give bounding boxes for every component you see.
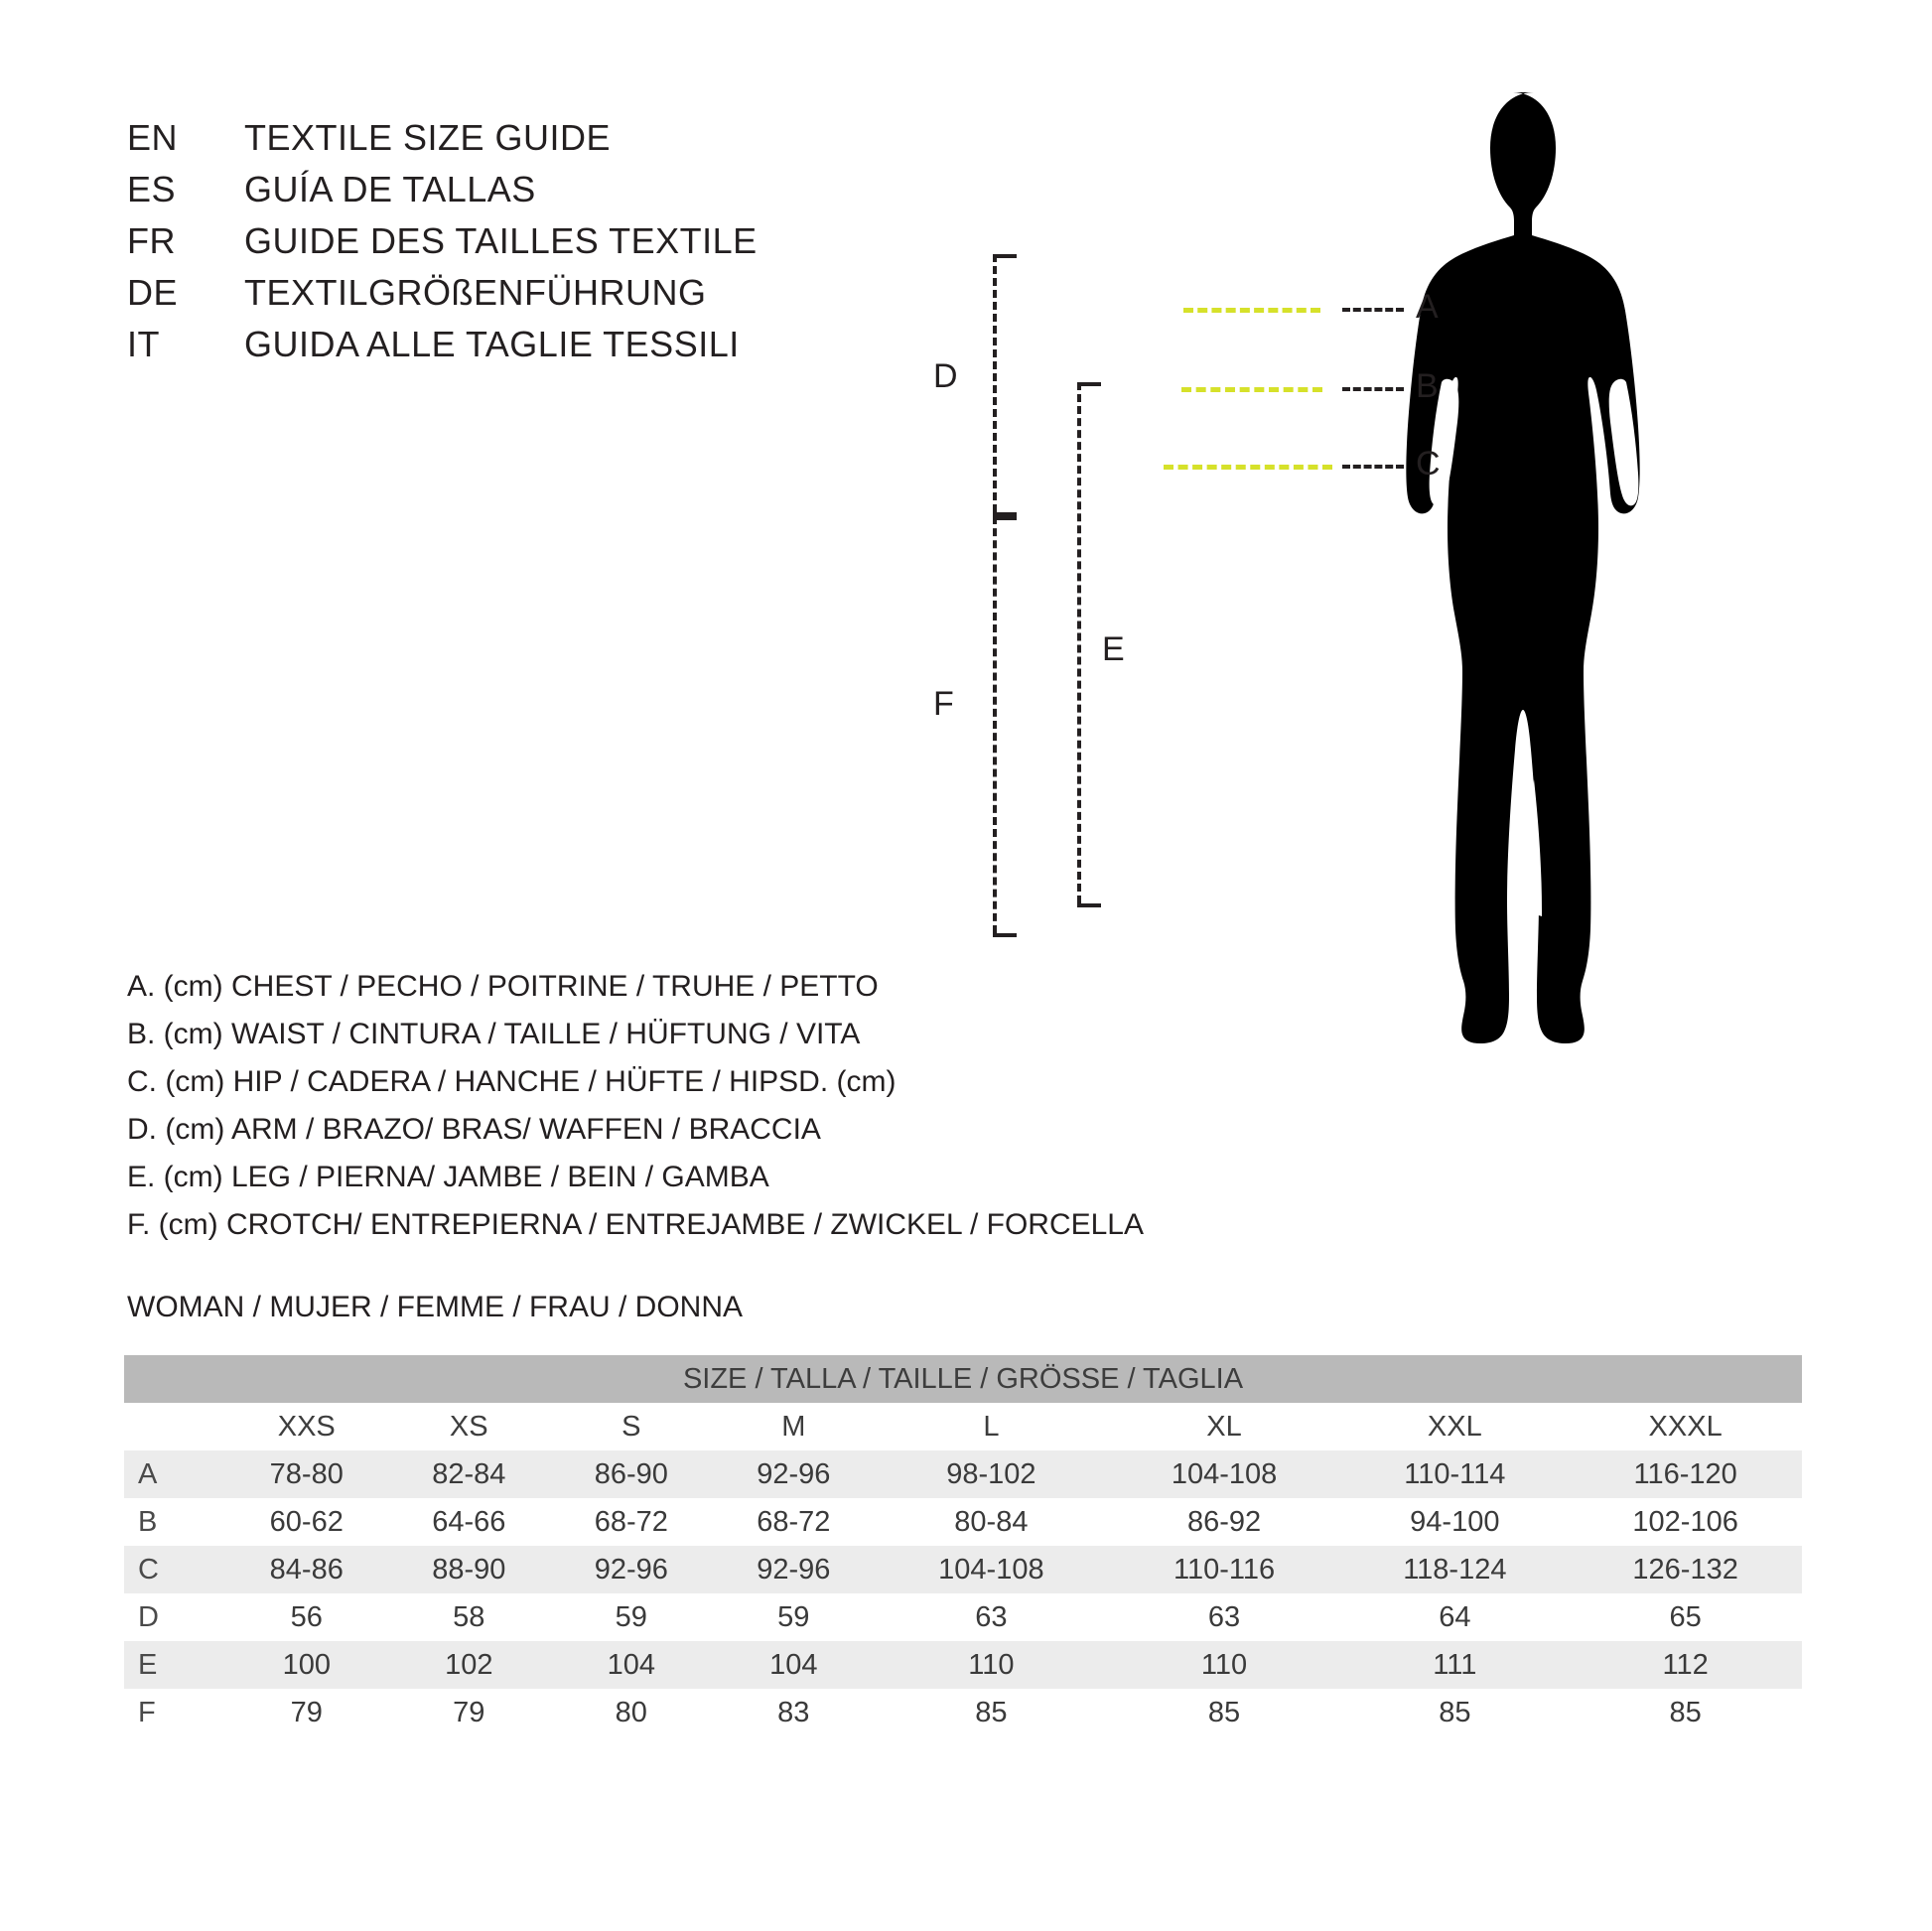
row-label-E: E bbox=[124, 1641, 225, 1689]
cell-A-xs: 82-84 bbox=[388, 1450, 551, 1498]
cell-A-l: 98-102 bbox=[875, 1450, 1108, 1498]
title-row bbox=[127, 117, 921, 169]
size-table bbox=[124, 1355, 1802, 1736]
cell-D-m: 59 bbox=[713, 1593, 876, 1641]
legend-item-E: E. (cm) LEG / PIERNA/ JAMBE / BEIN / GAMBA bbox=[127, 1161, 769, 1193]
table-row bbox=[124, 1498, 1802, 1546]
cell-C-xl: 110-116 bbox=[1108, 1546, 1341, 1593]
column-header-m: M bbox=[713, 1403, 876, 1450]
cell-B-xs: 64-66 bbox=[388, 1498, 551, 1546]
row-label-D: D bbox=[124, 1593, 225, 1641]
cell-E-m: 104 bbox=[713, 1641, 876, 1689]
title-text: GUÍA DE TALLAS bbox=[244, 169, 536, 209]
cell-F-m: 83 bbox=[713, 1689, 876, 1736]
cell-E-xl: 110 bbox=[1108, 1641, 1341, 1689]
column-header-xxl: XXL bbox=[1340, 1403, 1569, 1450]
title-lang-code: ES bbox=[127, 169, 177, 209]
title-text: TEXTILGRÖßENFÜHRUNG bbox=[244, 272, 707, 313]
cell-F-xl: 85 bbox=[1108, 1689, 1341, 1736]
cell-B-s: 68-72 bbox=[550, 1498, 713, 1546]
cell-F-xs: 79 bbox=[388, 1689, 551, 1736]
cell-D-l: 63 bbox=[875, 1593, 1108, 1641]
leg-bracket-line bbox=[1077, 382, 1081, 903]
table-row bbox=[124, 1546, 1802, 1593]
table-row bbox=[124, 1593, 1802, 1641]
measurement-diagram bbox=[933, 60, 1896, 1271]
marker-label-A: A bbox=[1416, 288, 1439, 326]
table-row bbox=[124, 1641, 1802, 1689]
marker-label-F: F bbox=[933, 685, 954, 723]
cell-E-xs: 102 bbox=[388, 1641, 551, 1689]
cell-B-xxl: 94-100 bbox=[1340, 1498, 1569, 1546]
column-header-s: S bbox=[550, 1403, 713, 1450]
column-header-xxxl: XXXL bbox=[1569, 1403, 1802, 1450]
hip-leader-line bbox=[1342, 465, 1404, 469]
cell-E-s: 104 bbox=[550, 1641, 713, 1689]
waist-measure-line bbox=[1181, 387, 1322, 392]
table-header-title: SIZE / TALLA / TAILLE / GRÖSSE / TAGLIA bbox=[124, 1355, 1802, 1403]
arm-bracket-top-tick bbox=[993, 254, 1017, 258]
title-row bbox=[127, 272, 921, 324]
cell-A-xxxl: 116-120 bbox=[1569, 1450, 1802, 1498]
cell-C-xxs: 84-86 bbox=[225, 1546, 388, 1593]
cell-D-s: 59 bbox=[550, 1593, 713, 1641]
title-row bbox=[127, 169, 921, 220]
row-label-B: B bbox=[124, 1498, 225, 1546]
cell-E-l: 110 bbox=[875, 1641, 1108, 1689]
title-lang-code: DE bbox=[127, 272, 179, 313]
legend-item-D: D. (cm) ARM / BRAZO/ BRAS/ WAFFEN / BRACCIA bbox=[127, 1113, 821, 1146]
cell-B-xl: 86-92 bbox=[1108, 1498, 1341, 1546]
cell-D-xs: 58 bbox=[388, 1593, 551, 1641]
cell-F-xxs: 79 bbox=[225, 1689, 388, 1736]
title-lang-code: IT bbox=[127, 324, 160, 364]
title-text: GUIDE DES TAILLES TEXTILE bbox=[244, 220, 758, 261]
column-header-xl: XL bbox=[1108, 1403, 1341, 1450]
cell-D-xxxl: 65 bbox=[1569, 1593, 1802, 1641]
cell-E-xxxl: 112 bbox=[1569, 1641, 1802, 1689]
hip-measure-line bbox=[1164, 465, 1332, 470]
marker-label-C: C bbox=[1416, 445, 1441, 483]
chest-measure-line bbox=[1183, 308, 1320, 313]
column-header-l: L bbox=[875, 1403, 1108, 1450]
waist-leader-line bbox=[1342, 387, 1404, 391]
cell-E-xxs: 100 bbox=[225, 1641, 388, 1689]
row-label-F: F bbox=[124, 1689, 225, 1736]
cell-A-m: 92-96 bbox=[713, 1450, 876, 1498]
arm-bracket-line bbox=[993, 254, 997, 512]
column-header-xs: XS bbox=[388, 1403, 551, 1450]
cell-A-s: 86-90 bbox=[550, 1450, 713, 1498]
cell-F-xxl: 85 bbox=[1340, 1689, 1569, 1736]
cell-D-xxl: 64 bbox=[1340, 1593, 1569, 1641]
cell-C-m: 92-96 bbox=[713, 1546, 876, 1593]
gender-heading: WOMAN / MUJER / FEMME / FRAU / DONNA bbox=[127, 1291, 743, 1323]
title-lang-code: FR bbox=[127, 220, 176, 261]
title-text: TEXTILE SIZE GUIDE bbox=[244, 117, 612, 158]
cell-F-s: 80 bbox=[550, 1689, 713, 1736]
marker-label-B: B bbox=[1416, 367, 1439, 405]
marker-label-E: E bbox=[1102, 630, 1125, 668]
legend-block bbox=[127, 963, 1219, 1249]
chest-leader-line bbox=[1342, 308, 1404, 312]
legend-item-F: F. (cm) CROTCH/ ENTREPIERNA / ENTREJAMBE / ZWICKEL / FORCELLA bbox=[127, 1208, 1144, 1241]
cell-C-s: 92-96 bbox=[550, 1546, 713, 1593]
row-label-A: A bbox=[124, 1450, 225, 1498]
cell-D-xl: 63 bbox=[1108, 1593, 1341, 1641]
legend-item-C: C. (cm) HIP / CADERA / HANCHE / HÜFTE / HIPSD. (cm) bbox=[127, 1065, 897, 1098]
crotch-bracket-line bbox=[993, 516, 997, 933]
column-header-xxs: XXS bbox=[225, 1403, 388, 1450]
female-silhouette-icon bbox=[1370, 84, 1698, 1226]
legend-item-A: A. (cm) CHEST / PECHO / POITRINE / TRUHE / PETTO bbox=[127, 970, 879, 1003]
cell-B-xxxl: 102-106 bbox=[1569, 1498, 1802, 1546]
row-label-C: C bbox=[124, 1546, 225, 1593]
cell-B-l: 80-84 bbox=[875, 1498, 1108, 1546]
title-lang-code: EN bbox=[127, 117, 179, 158]
title-text: GUIDA ALLE TAGLIE TESSILI bbox=[244, 324, 740, 364]
cell-B-xxs: 60-62 bbox=[225, 1498, 388, 1546]
cell-F-xxxl: 85 bbox=[1569, 1689, 1802, 1736]
cell-B-m: 68-72 bbox=[713, 1498, 876, 1546]
cell-A-xxl: 110-114 bbox=[1340, 1450, 1569, 1498]
title-block bbox=[127, 117, 921, 375]
leg-bracket-bottom-tick bbox=[1077, 903, 1101, 907]
table-header-bar bbox=[124, 1355, 1802, 1403]
cell-C-xxxl: 126-132 bbox=[1569, 1546, 1802, 1593]
cell-E-xxl: 111 bbox=[1340, 1641, 1569, 1689]
marker-label-D: D bbox=[933, 357, 958, 395]
cell-F-l: 85 bbox=[875, 1689, 1108, 1736]
cell-A-xxs: 78-80 bbox=[225, 1450, 388, 1498]
cell-C-l: 104-108 bbox=[875, 1546, 1108, 1593]
title-row bbox=[127, 324, 921, 375]
legend-item-B: B. (cm) WAIST / CINTURA / TAILLE / HÜFTUNG / VITA bbox=[127, 1018, 861, 1050]
table-row bbox=[124, 1689, 1802, 1736]
leg-bracket-top-tick bbox=[1077, 382, 1101, 386]
cell-C-xxl: 118-124 bbox=[1340, 1546, 1569, 1593]
cell-A-xl: 104-108 bbox=[1108, 1450, 1341, 1498]
cell-C-xs: 88-90 bbox=[388, 1546, 551, 1593]
title-row bbox=[127, 220, 921, 272]
table-column-headers bbox=[124, 1403, 1802, 1450]
crotch-bracket-top-tick bbox=[993, 516, 1017, 520]
crotch-bracket-bottom-tick bbox=[993, 933, 1017, 937]
table-row bbox=[124, 1450, 1802, 1498]
column-header-blank bbox=[124, 1403, 225, 1450]
cell-D-xxs: 56 bbox=[225, 1593, 388, 1641]
